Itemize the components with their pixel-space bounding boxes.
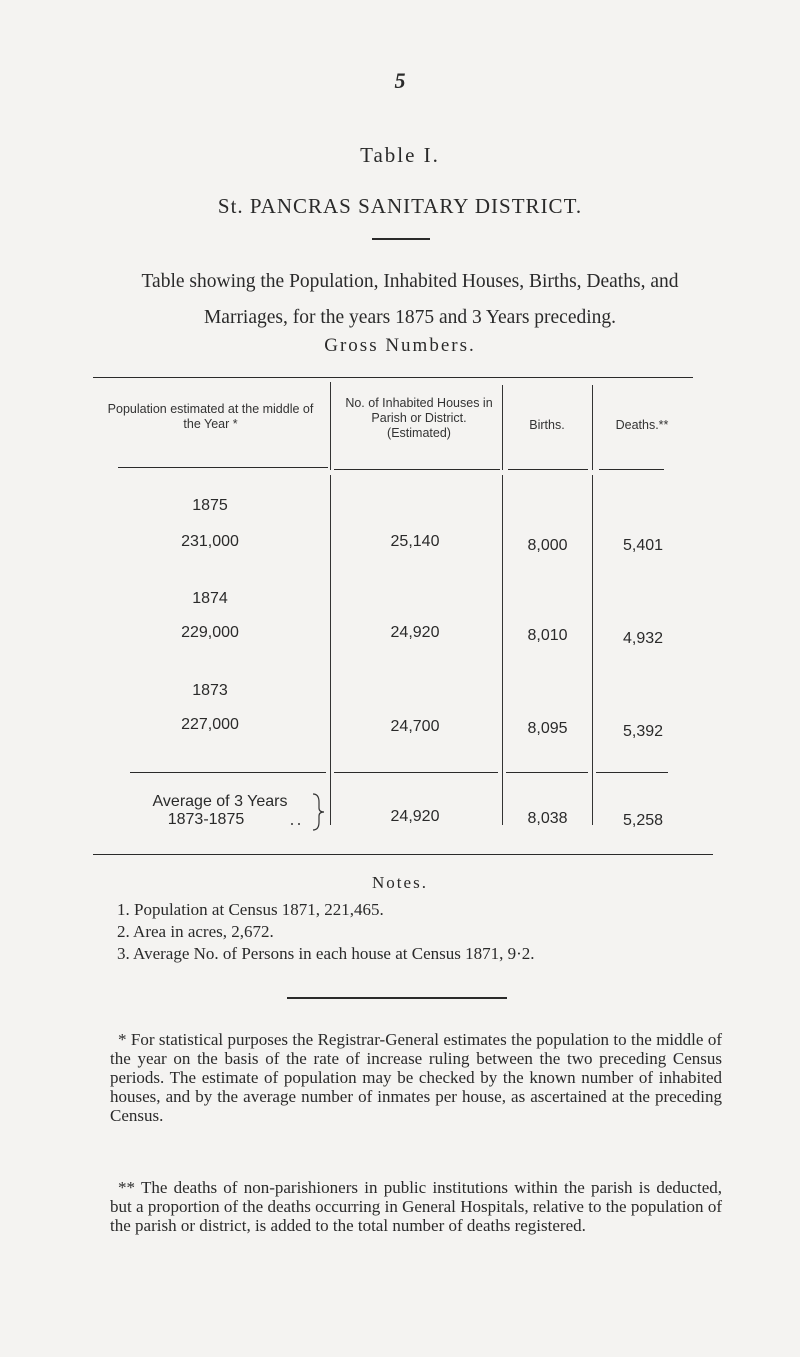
row-houses: 24,700 — [390, 718, 440, 735]
notes-heading: Notes. — [372, 873, 428, 892]
footnote-deaths — [110, 1178, 722, 1235]
header-rule — [118, 467, 328, 468]
header-births: Births. — [529, 418, 565, 432]
average-houses: 24,920 — [390, 808, 440, 825]
row-population: 231,000 — [181, 533, 239, 550]
table-bottom-rule — [93, 854, 713, 855]
average-deaths: 5,258 — [622, 812, 664, 829]
row-births: 8,000 — [527, 537, 568, 554]
district-title: St. PANCRAS SANITARY DISTRICT. — [217, 194, 583, 218]
row-houses: 25,140 — [390, 533, 440, 550]
average-rule — [334, 772, 498, 773]
column-divider — [502, 475, 503, 825]
row-year: 1875 — [192, 497, 228, 514]
footnote-text: * For statistical purposes the Registrar-General estimates the population to the middle of the year on the basis of the rate of increase ruling between the two preceding Census periods. The estimate of population may be checked by the known number of inhabited houses, and by the average number of inmates per house, as ascertained at the preceding Census. — [110, 1030, 722, 1125]
table-label: Table I. — [360, 143, 440, 167]
header-divider — [592, 385, 593, 470]
average-label-line1: Average of 3 Years — [152, 793, 288, 810]
notes-divider — [287, 997, 507, 999]
page-number: 5 — [394, 68, 406, 93]
row-year: 1873 — [192, 682, 228, 699]
gross-numbers-heading: Gross Numbers. — [324, 335, 476, 356]
header-houses: No. of Inhabited Houses in Parish or District. (Estimated) — [345, 396, 493, 440]
row-houses: 24,920 — [390, 624, 440, 641]
column-divider — [330, 475, 331, 825]
row-deaths: 5,392 — [622, 723, 664, 740]
average-rule — [130, 772, 326, 773]
note-item: 3. Average No. of Persons in each house at Census 1871, 9·2. — [117, 944, 535, 963]
header-deaths: Deaths.** — [615, 418, 669, 432]
row-deaths: 4,932 — [622, 630, 664, 647]
footnote-population — [110, 1030, 722, 1125]
note-item: 1. Population at Census 1871, 221,465. — [117, 900, 384, 919]
header-rule — [599, 469, 664, 470]
footnote-text: ** The deaths of non-parishioners in public institutions within the parish is deducted, but a proportion of the deaths occurring in General Hospitals, relative to the population of the parish or district, is added to the total number of deaths registered. — [110, 1178, 722, 1235]
column-divider — [592, 475, 593, 825]
row-births: 8,095 — [527, 720, 568, 737]
row-year: 1874 — [192, 590, 228, 607]
row-population: 227,000 — [181, 716, 239, 733]
right-brace-icon — [310, 792, 326, 832]
row-births: 8,010 — [527, 627, 568, 644]
average-label-years: 1873-1875 — [167, 811, 245, 828]
row-deaths: 5,401 — [622, 537, 664, 554]
title-divider — [372, 238, 430, 240]
header-rule — [508, 469, 588, 470]
row-population: 229,000 — [181, 624, 239, 641]
header-population: Population estimated at the middle of the Year * — [107, 402, 314, 431]
leader-dots — [290, 822, 304, 826]
average-rule — [596, 772, 668, 773]
average-rule — [506, 772, 588, 773]
header-divider — [330, 382, 331, 470]
table-top-rule — [93, 377, 693, 378]
note-item: 2. Area in acres, 2,672. — [117, 922, 274, 941]
header-rule — [334, 469, 500, 470]
header-divider — [502, 385, 503, 470]
average-label-line2 — [120, 811, 320, 829]
table-intro: Table showing the Population, Inhabited Houses, Births, Deaths, and Marriages, for the years 1875 and 3 Years preceding. — [141, 271, 679, 328]
average-births: 8,038 — [527, 810, 568, 827]
